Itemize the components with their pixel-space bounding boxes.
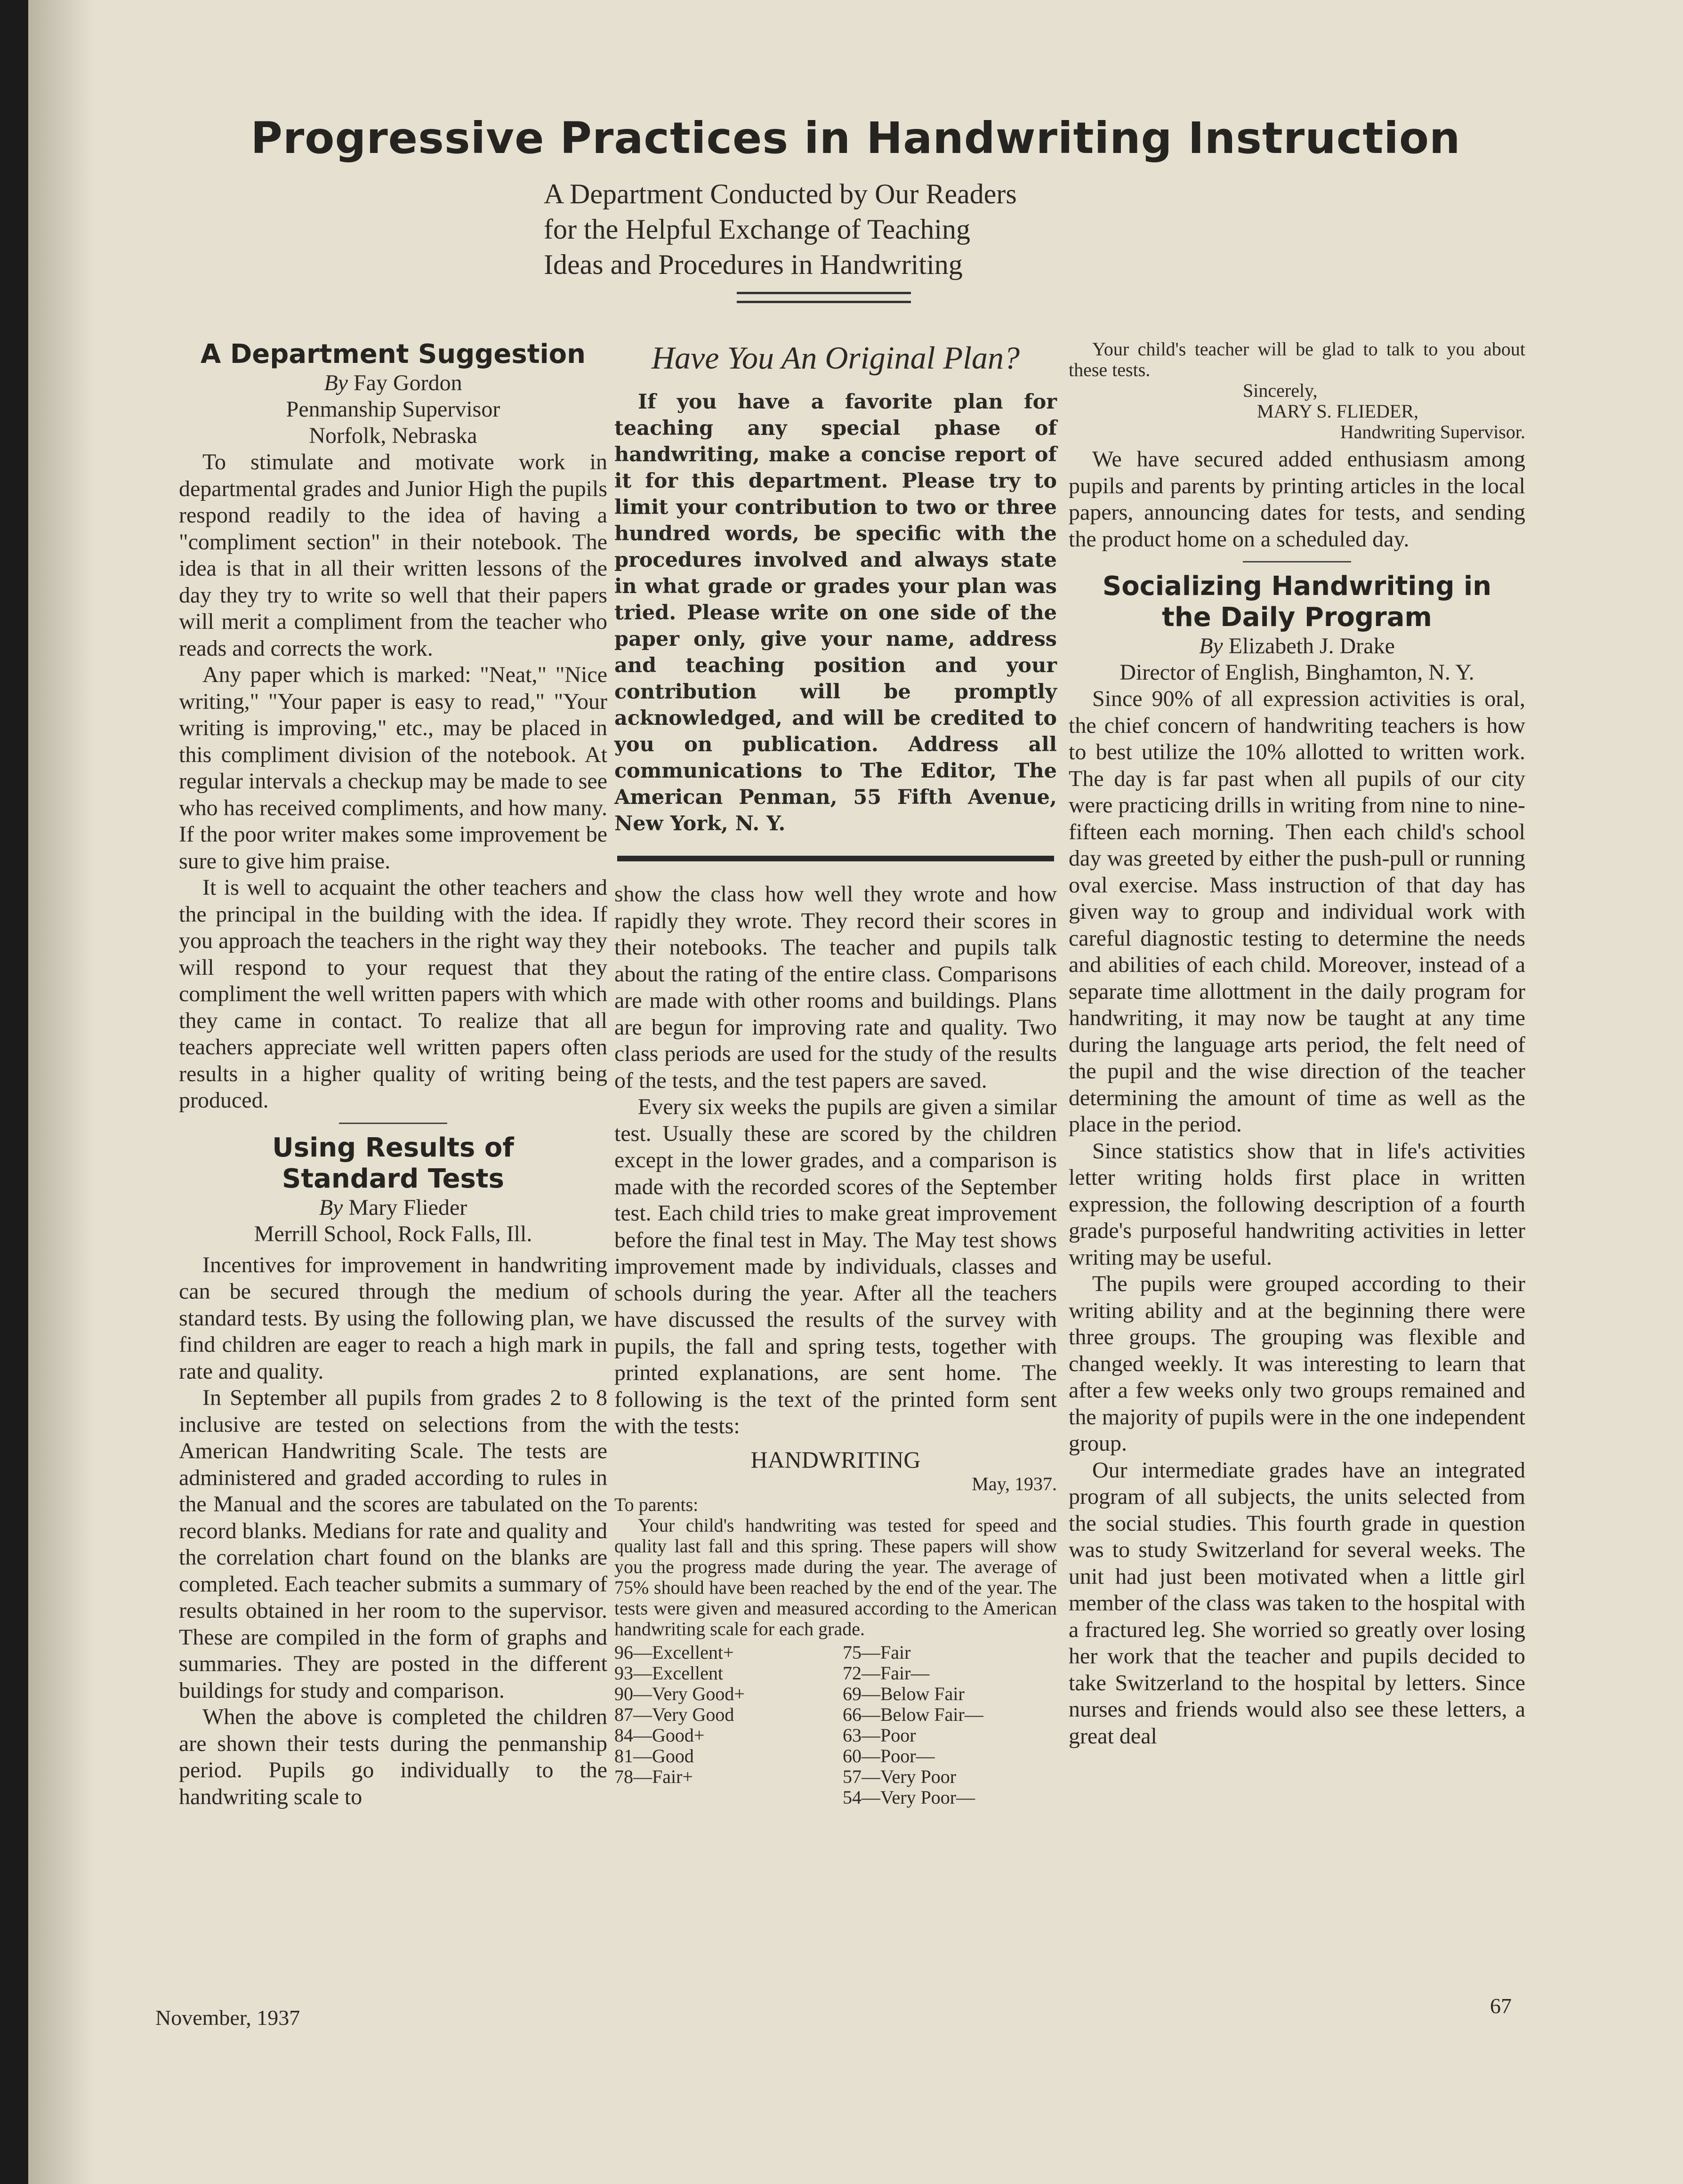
article3-title-line: Socializing Handwriting in bbox=[1102, 571, 1492, 602]
subtitle-line: A Department Conducted by Our Readers bbox=[544, 178, 1017, 209]
article2-paragraph: In September all pupils from grades 2 to 8 inclusive are tested on selections from the American Handwriting Scale. The tests are administered and graded according to rules in the Manual and the scores are tabulated on the record blanks. Medians for rate and quality and the correlation chart found on the blanks are completed. Each teacher submits a summary of results obtained in her room to the supervisor. These are compiled in the form of graphs and summaries. They are posted in the different buildings for study and comparison. bbox=[179, 1385, 607, 1703]
magazine-page bbox=[28, 0, 1683, 2184]
section-divider bbox=[1243, 561, 1351, 562]
grading-scale-right bbox=[829, 1642, 1057, 1808]
page-gutter-shadow bbox=[28, 0, 94, 2184]
scale-item: 93—Excellent bbox=[614, 1662, 724, 1684]
page-number: 67 bbox=[1490, 1994, 1512, 2018]
scale-item: 84—Good+ bbox=[614, 1724, 705, 1746]
column-left bbox=[179, 339, 607, 1810]
article1-author: Fay Gordon bbox=[353, 370, 462, 395]
article2-paragraph: Incentives for improvement in handwriting can be secured through the medium of standard tests. By using the following plan, we find children are eager to reach a high mark in rate and quality. bbox=[179, 1252, 607, 1384]
letter-salutation: To parents: bbox=[614, 1493, 699, 1515]
thick-divider bbox=[617, 856, 1054, 861]
header-double-rule bbox=[737, 292, 911, 303]
letter-signer-title: Handwriting Supervisor. bbox=[1340, 421, 1525, 442]
by-label: By bbox=[319, 1195, 343, 1220]
scale-item: 60—Poor— bbox=[843, 1745, 935, 1766]
letter-date: May, 1937. bbox=[972, 1473, 1057, 1494]
article2-paragraph: show the class how well they wrote and how rapidly they wrote. They record their scores in their notebooks. The teacher and pupils talk about the rating of the entire class. Comparisons are made with other rooms and buildings. Plans are begun for improving rate and quality. Two class periods are used for the study of the results of the tests, and the test papers are saved. bbox=[614, 882, 1057, 1093]
section-divider bbox=[339, 1123, 447, 1124]
scale-item: 54—Very Poor— bbox=[843, 1786, 975, 1808]
scale-item: 72—Fair— bbox=[843, 1662, 930, 1684]
letter-closing: Sincerely, bbox=[1243, 380, 1318, 401]
footer-date: November, 1937 bbox=[155, 2006, 300, 2030]
article1-position: Penmanship Supervisor bbox=[286, 397, 500, 422]
article2-author: Mary Flieder bbox=[348, 1195, 467, 1220]
subtitle-line: Ideas and Procedures in Handwriting bbox=[544, 249, 963, 280]
by-label: By bbox=[324, 370, 348, 395]
letter-heading: HANDWRITING bbox=[750, 1446, 921, 1473]
article3-paragraph: Since 90% of all expression activities is oral, the chief concern of handwriting teachers is how to best utilize the 10% allotted to written work. The day is far past when all pupils of our city were practicing drills in writing from nine to nine-fifteen each morning. Then each child's school day was greeted by either the push-pull or running oval exercise. Mass instruction of that day has given way to group and individual work with careful diagnostic testing to determine the needs and abilities of each child. Moreover, instead of a separate time allottment in the daily program for handwriting, it may now be taught at any time during the language arts period, the felt need of the pupil and the wise direction of the teacher determining the amount of time as well as the place in the period. bbox=[1069, 686, 1525, 1137]
column-right bbox=[1069, 339, 1525, 1750]
page-header bbox=[28, 113, 1683, 163]
scale-item: 96—Excellent+ bbox=[614, 1641, 734, 1663]
page-title: Progressive Practices in Handwriting Instruction bbox=[250, 113, 1461, 163]
article2-paragraph: Every six weeks the pupils are given a similar test. Usually these are scored by the children except in the lower grades, and a comparison is made with the recorded scores of the September test. Each child tries to make great improvement before the final test in May. The May test shows improvement made by individuals, classes and schools during the year. After all the teachers have discussed the results of the survey with pupils, the fall and spring tests, together with printed explanations, are sent home. The following is the text of the printed form sent with the tests: bbox=[614, 1094, 1057, 1438]
letter-body: Your child's handwriting was tested for speed and quality last fall and this spring. These papers will show you the progress made during the year. The average of 75% should have been reached by the end of the year. The tests were given and measured according to the American handwriting scale for each grade. bbox=[614, 1514, 1057, 1639]
article2-location: Merrill School, Rock Falls, Ill. bbox=[254, 1221, 532, 1246]
letter-signer: MARY S. FLIEDER, bbox=[1257, 401, 1419, 422]
article3-byline bbox=[1069, 633, 1525, 659]
column-middle bbox=[614, 339, 1057, 1808]
article1-title: A Department Suggestion bbox=[200, 339, 586, 369]
article3-paragraph: The pupils were grouped according to their writing ability and at the beginning there were three groups. The grouping was flexible and changed weekly. It was interesting to learn that after a few weeks only two groups remained and the majority of pupils were in the one independent group. bbox=[1069, 1271, 1525, 1456]
article3-author: Elizabeth J. Drake bbox=[1228, 634, 1395, 658]
article1-paragraph: To stimulate and motivate work in departmental grades and Junior High the pupils respond readily to the idea of having a "compliment section" in their notebook. The idea is that in all their written lessons of the day they try to write so well that their papers will merit a compliment from the teacher who reads and corrects the work. bbox=[179, 450, 607, 661]
article2-paragraph: When the above is completed the children are shown their tests during the penmanship period. Pupils go individually to the handwriting scale to bbox=[179, 1704, 607, 1809]
article2-title-line: Standard Tests bbox=[282, 1163, 504, 1194]
scale-item: 66—Below Fair— bbox=[843, 1703, 983, 1725]
article3-paragraph: Since statistics show that in life's activities letter writing holds first place in written expression, the following description of a fourth grade's purposeful handwriting activities in letter writing may be useful. bbox=[1069, 1138, 1525, 1270]
article3-title-line: the Daily Program bbox=[1162, 602, 1432, 633]
article1-paragraph: Any paper which is marked: "Neat," "Nice writing," "Your paper is easy to read," "Your writing is improving," etc., may be placed in this compliment division of the notebook. At regular intervals a checkup may be made to see who has received compliments, and how many. If the poor writer makes some improvement be sure to give him praise. bbox=[179, 662, 607, 874]
scale-item: 57—Very Poor bbox=[843, 1766, 957, 1787]
scale-item: 78—Fair+ bbox=[614, 1766, 693, 1787]
article1-byline bbox=[179, 370, 607, 396]
article3-position: Director of English, Binghamton, N. Y. bbox=[1119, 660, 1474, 685]
subtitle-line: for the Helpful Exchange of Teaching bbox=[544, 214, 971, 245]
scale-item: 75—Fair bbox=[843, 1641, 911, 1663]
plan-box-body: If you have a favorite plan for teaching any special phase of handwriting, make a concise report of it for this department. Please try to limit your contribution to two or three hundred words, be specific with the procedures involved and always state in what grade or grades your plan was tried. Please write on one side of the paper only, give your name, address and teaching position and your contribution will be promptly acknowledged, and will be credited to you on publication. Address all communications to The Editor, The American Penman, 55 Fifth Avenue, New York, N. Y. bbox=[614, 390, 1057, 835]
grading-scale-left bbox=[614, 1642, 829, 1808]
letter-closing-text: Your child's teacher will be glad to talk to you about these tests. bbox=[1069, 338, 1525, 380]
scale-item: 90—Very Good+ bbox=[614, 1683, 745, 1704]
scale-item: 87—Very Good bbox=[614, 1703, 734, 1725]
scale-item: 81—Good bbox=[614, 1745, 694, 1766]
department-subtitle bbox=[544, 177, 1156, 282]
article2-title-line: Using Results of bbox=[272, 1132, 514, 1163]
article3-paragraph: Our intermediate grades have an integrated program of all subjects, the units selected from the social studies. This fourth grade in question was to study Switzerland for several weeks. The unit had just been motivated when a little girl member of the class was taken to the hospital with a fractured leg. She worried so greatly over losing her work that the teacher and pupils decided to take Switzerland to the hospital by letters. Since nurses and friends would also see these letters, a great deal bbox=[1069, 1457, 1525, 1749]
by-label: By bbox=[1199, 634, 1223, 658]
scale-item: 69—Below Fair bbox=[843, 1683, 965, 1704]
article1-location: Norfolk, Nebraska bbox=[309, 423, 477, 448]
article1-paragraph: It is well to acquaint the other teachers and the principal in the building with the idea. If you approach the teachers in the right way they will respond to your request that they compliment the well written papers with which they came in contact. To realize that all teachers appreciate well written papers often results in a higher quality of writing being produced. bbox=[179, 875, 607, 1113]
article2-byline bbox=[179, 1195, 607, 1221]
article2-final-paragraph: We have secured added enthusiasm among pupils and parents by printing articles in the local papers, announcing dates for tests, and sending the product home on a scheduled day. bbox=[1069, 447, 1525, 552]
scale-item: 63—Poor bbox=[843, 1724, 916, 1746]
grading-scale bbox=[614, 1642, 1057, 1808]
plan-box-title: Have You An Original Plan? bbox=[651, 340, 1020, 376]
